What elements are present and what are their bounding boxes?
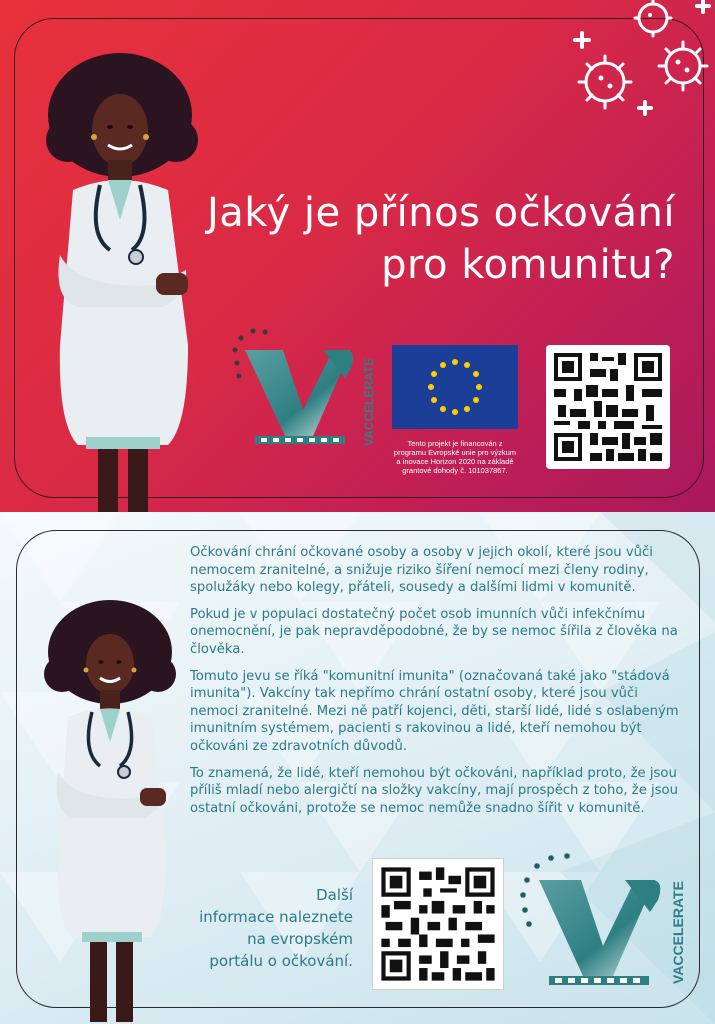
paragraph: Pokud je v populaci dostatečný počet osob imunních vůči infekčnímu onemocnění, je pak nepravděpodobné, že by se nemoc šířila z člověka na člověka. [190, 606, 678, 657]
paragraph: To znamená, že lidé, kteří nemohou být očkováni, například proto, že jsou příliš mladí nebo alergičtí na složky vakcíny, mají prospěch z toho, že jsou ostatní očkováni, protože se nemoc nemůže snadno šířit v komunitě. [190, 765, 678, 816]
more-info-text: Další informace naleznete na evropském portálu o očkování. [199, 886, 353, 970]
doctor-illustration [38, 45, 208, 512]
vaccelerate-logo [225, 328, 385, 448]
paragraph: Očkování chrání očkované osoby a osoby v jejich okolí, které jsou vůči nemocem zranitelné, a snižuje riziko šíření nemocí mezi členy rodiny, spolužáky nebo kolegy, přáteli, sousedy a dalšími lidmi v komunitě. [190, 545, 653, 596]
qr-code[interactable] [546, 345, 670, 469]
vaccelerate-logo [515, 850, 695, 990]
eu-funding-block [392, 345, 518, 475]
logo-wordmark: VACCELERATE [362, 357, 376, 446]
page-title: Jaký je přínos očkování pro komunitu? [206, 189, 675, 288]
qr-code[interactable] [372, 858, 504, 990]
virus-icon [565, 0, 715, 120]
body-text [190, 544, 682, 826]
eu-flag [392, 345, 518, 429]
logo-wordmark: VACCELERATE [670, 881, 686, 984]
eu-funding-text: Tento projekt je financován z programu Evropské unie pro výzkum a inovace Horizon 2020 na základě grantové dohody č. 101037867. [393, 439, 517, 475]
paragraph: Tomuto jevu se říká "komunitní imunita" (označovaná také jako "stádová imunita"). Vakcíny tak nepřímo chrání ostatní osoby, které jsou vůči nemoci zranitelné. Mezi ně patří kojenci, děti, starší lidé, lidé s oslabeným imunitním systémem, pacienti s rakovinou a lidé, kteří nemohou být očkováni ze zdravotních důvodů. [190, 668, 679, 754]
